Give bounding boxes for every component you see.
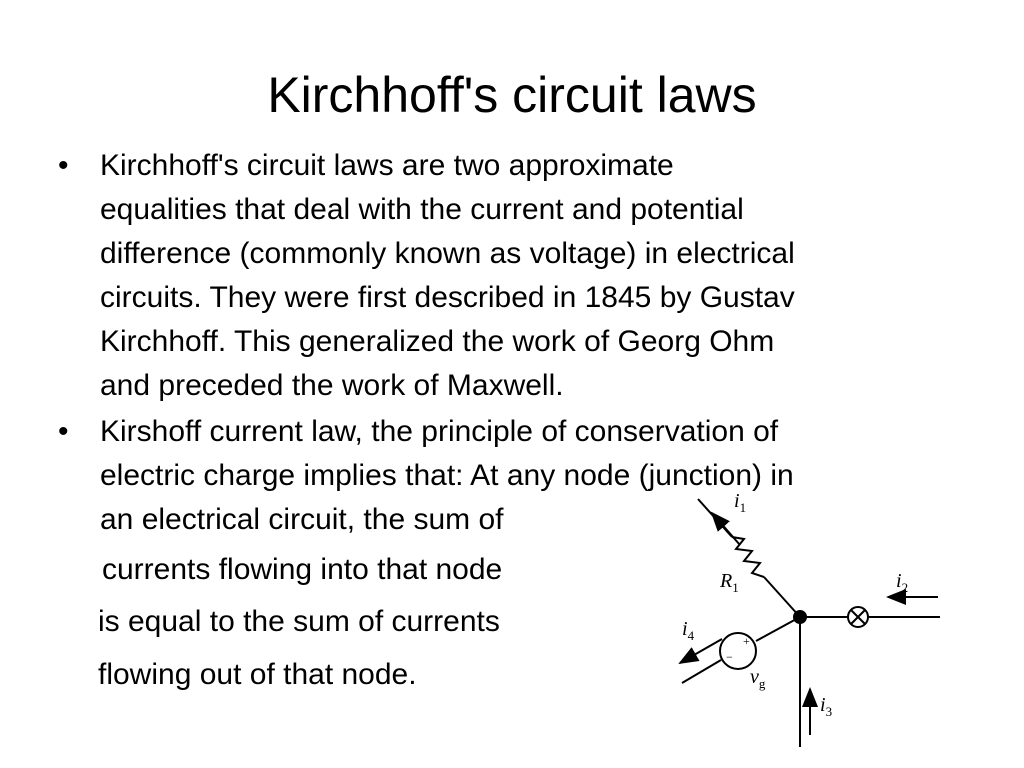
continuation-line: is equal to the sum of currents (98, 605, 500, 638)
bullet-1-line: Kirchhoff's circuit laws are two approximate (100, 149, 674, 182)
current-arrow-i1 (712, 513, 740, 545)
source-minus-sign: − (726, 650, 733, 664)
bullet-1-line: difference (commonly known as voltage) in electrical (100, 237, 795, 270)
i1-label: $i_1$ (734, 490, 747, 515)
bullet-2-line: electric charge implies that: At any node (junction) in (100, 459, 794, 492)
current-arrow-i4 (680, 639, 722, 663)
kirchhoff-node-diagram (660, 485, 960, 765)
bullet-1-line: Kirchhoff. This generalized the work of Georg Ohm (100, 325, 775, 358)
vg-label: $v_g$ (750, 666, 766, 691)
bullet-1-line: circuits. They were first described in 1845 by Gustav (100, 281, 795, 314)
bullet-dot: • (58, 149, 69, 182)
bullet-1-line: equalities that deal with the current and potential (100, 193, 744, 226)
branch-i2 (800, 607, 940, 627)
i3-label: $i_3$ (820, 694, 833, 719)
branch-i4 (682, 617, 800, 683)
bullet-2-line: Kirshoff current law, the principle of conservation of (100, 415, 779, 448)
bullet-1-text (100, 144, 795, 408)
resistor-r1 (698, 499, 800, 617)
continuation-line: flowing out of that node. (98, 658, 417, 691)
i4-label: $i_4$ (682, 618, 695, 643)
slide-title: Kirchhoff's circuit laws (267, 67, 757, 123)
i2-label: $i_2$ (896, 570, 909, 595)
continuation-line: currents flowing into that node (102, 553, 503, 586)
source-plus-sign: + (743, 634, 750, 648)
r1-label: $R_1$ (720, 570, 739, 595)
bullet-1-line: and preceded the work of Maxwell. (100, 369, 564, 402)
bullet-dot: • (58, 415, 69, 448)
bullet-2-line: an electrical circuit, the sum of (100, 503, 504, 536)
